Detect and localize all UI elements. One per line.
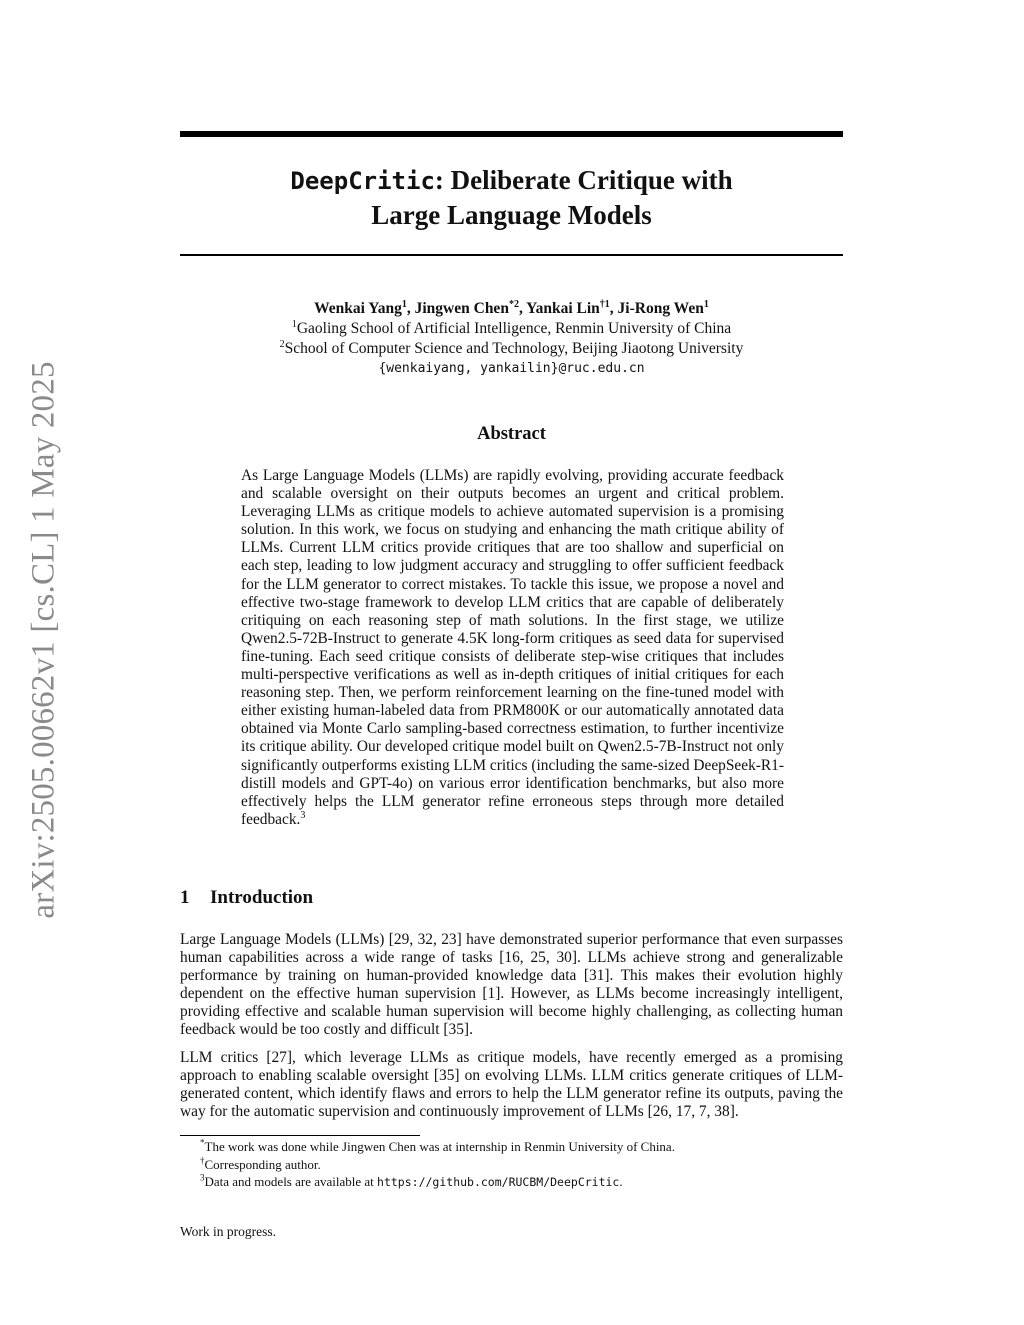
footnote-1-text: The work was done while Jingwen Chen was at internship in Renmin University of China. xyxy=(204,1139,675,1154)
affiliation-1-text: Gaoling School of Artificial Intelligence, Renmin University of China xyxy=(296,320,732,337)
author-2: Jingwen Chen xyxy=(414,300,509,317)
intro-paragraph-1: Large Language Models (LLMs) [29, 32, 23] have demonstrated superior performance that even surpasses human capabilities across a wide range of tasks [16, 25, 30]. LLMs achieve strong and generalizable performance by training on human-provided knowledge data [31]. This makes their evolution highly dependent on the effective human supervision [1]. However, as LLMs become increasingly intelligent, providing effective and scalable human supervision will become highly challenging, as collecting human feedback would be too costly and difficult [35]. xyxy=(180,931,843,1039)
footnote-1-mark: * xyxy=(200,1137,205,1148)
author-4-mark: 1 xyxy=(703,298,709,310)
author-1: Wenkai Yang xyxy=(314,300,402,317)
page-footer: Work in progress. xyxy=(180,1224,277,1239)
affiliation-2-text: School of Computer Science and Technology, Beijing Jiaotong University xyxy=(284,340,744,357)
abstract-body xyxy=(241,467,784,829)
abstract-heading: Abstract xyxy=(477,424,546,444)
footnote-2-mark: † xyxy=(200,1155,205,1166)
footnote-3 xyxy=(200,1173,840,1192)
footnotes xyxy=(200,1138,840,1192)
title-system-name: DeepCritic xyxy=(290,167,435,195)
abstract-text: As Large Language Models (LLMs) are rapidly evolving, providing accurate feedback and scalable oversight on their outputs becomes an urgent and critical problem. Leveraging LLMs as critique models to achieve automated supervision is a promising solution. In this work, we focus on studying and enhancing the math critique ability of LLMs. Current LLM critics provide critiques that are too shallow and superficial on each step, leading to low judgment accuracy and struggling to offer sufficient feedback for the LLM generator to correct mistakes. To tackle this issue, we propose a novel and effective two-stage framework to develop LLM critics that are capable of deliberately critiquing on each reasoning step of math solutions. In the first stage, we utilize Qwen2.5-72B-Instruct to generate 4.5K long-form critiques as seed data for supervised fine-tuning. Each seed critique consists of deliberate step-wise critiques that includes multi-perspective verifications as well as in-depth critiques of initial critiques for each reasoning step. Then, we perform reinforcement learning on the fine-tuned model with either existing human-labeled data from PRM800K or our automatically annotated data obtained via Monte Carlo sampling-based correctness estimation, to further incentivize its critique ability. Our developed critique model built on Qwen2.5-7B-Instruct not only significantly outperforms existing LLM critics (including the same-sized DeepSeek-R1-distill models and GPT-4o) on various error identification benchmarks, but also more effectively helps the LLM generator refine erroneous steps through more detailed feedback. xyxy=(241,467,784,828)
footnote-rule xyxy=(180,1135,420,1136)
footnote-1 xyxy=(200,1138,840,1156)
section-number: 1 xyxy=(180,887,190,908)
arxiv-identifier: arXiv:2505.00662v1 [cs.CL] 1 May 2025 xyxy=(25,361,62,919)
affiliation-1-mark: 1 xyxy=(291,318,297,330)
footnote-3-end: . xyxy=(619,1174,623,1189)
affiliation-2 xyxy=(180,339,843,359)
footnote-3-mark: 3 xyxy=(200,1172,205,1183)
title-bottom-rule xyxy=(180,254,843,256)
section-heading-introduction xyxy=(180,887,313,909)
intro-paragraph-2: LLM critics [27], which leverage LLMs as critique models, have recently emerged as a promising approach to enabling scalable oversight [35] on evolving LLMs. LLM critics generate critiques of LLM-generated content, which identify flaws and errors to help the LLM generator refine its outputs, paving the way for the automatic supervision and continuously improvement of LLMs [26, 17, 7, 38]. xyxy=(180,1049,843,1121)
paper-title xyxy=(180,163,843,232)
affiliation-1 xyxy=(180,319,843,339)
abstract-footnote-mark: 3 xyxy=(300,809,306,821)
author-4: Ji-Rong Wen xyxy=(617,300,704,317)
arxiv-sidebar xyxy=(0,0,60,1325)
author-3-mark: †1 xyxy=(599,298,610,310)
author-2-mark: *2 xyxy=(508,298,519,310)
footnote-3-link[interactable]: https://github.com/RUCBM/DeepCritic xyxy=(377,1175,620,1189)
section-title: Introduction xyxy=(210,887,314,908)
title-line1-rest: : Deliberate Critique with xyxy=(434,165,733,195)
footnote-2 xyxy=(200,1156,840,1174)
author-1-mark: 1 xyxy=(401,298,407,310)
author-email: {wenkaiyang, yankailin}@ruc.edu.cn xyxy=(378,361,645,376)
footnote-2-text: Corresponding author. xyxy=(204,1156,321,1172)
footnote-3-text: Data and models are available at xyxy=(204,1174,378,1189)
author-3: Yankai Lin xyxy=(526,300,600,317)
affiliation-2-mark: 2 xyxy=(279,338,285,350)
author-block xyxy=(180,299,843,379)
title-line2: Large Language Models xyxy=(371,200,652,230)
title-top-rule xyxy=(180,131,843,137)
author-names: Wenkai Yang$^1$, Jingwen Chen$^{*2}$, Yankai Lin$^{\dagger 1}$, Ji-Rong Wen$^1$ xyxy=(314,298,709,317)
